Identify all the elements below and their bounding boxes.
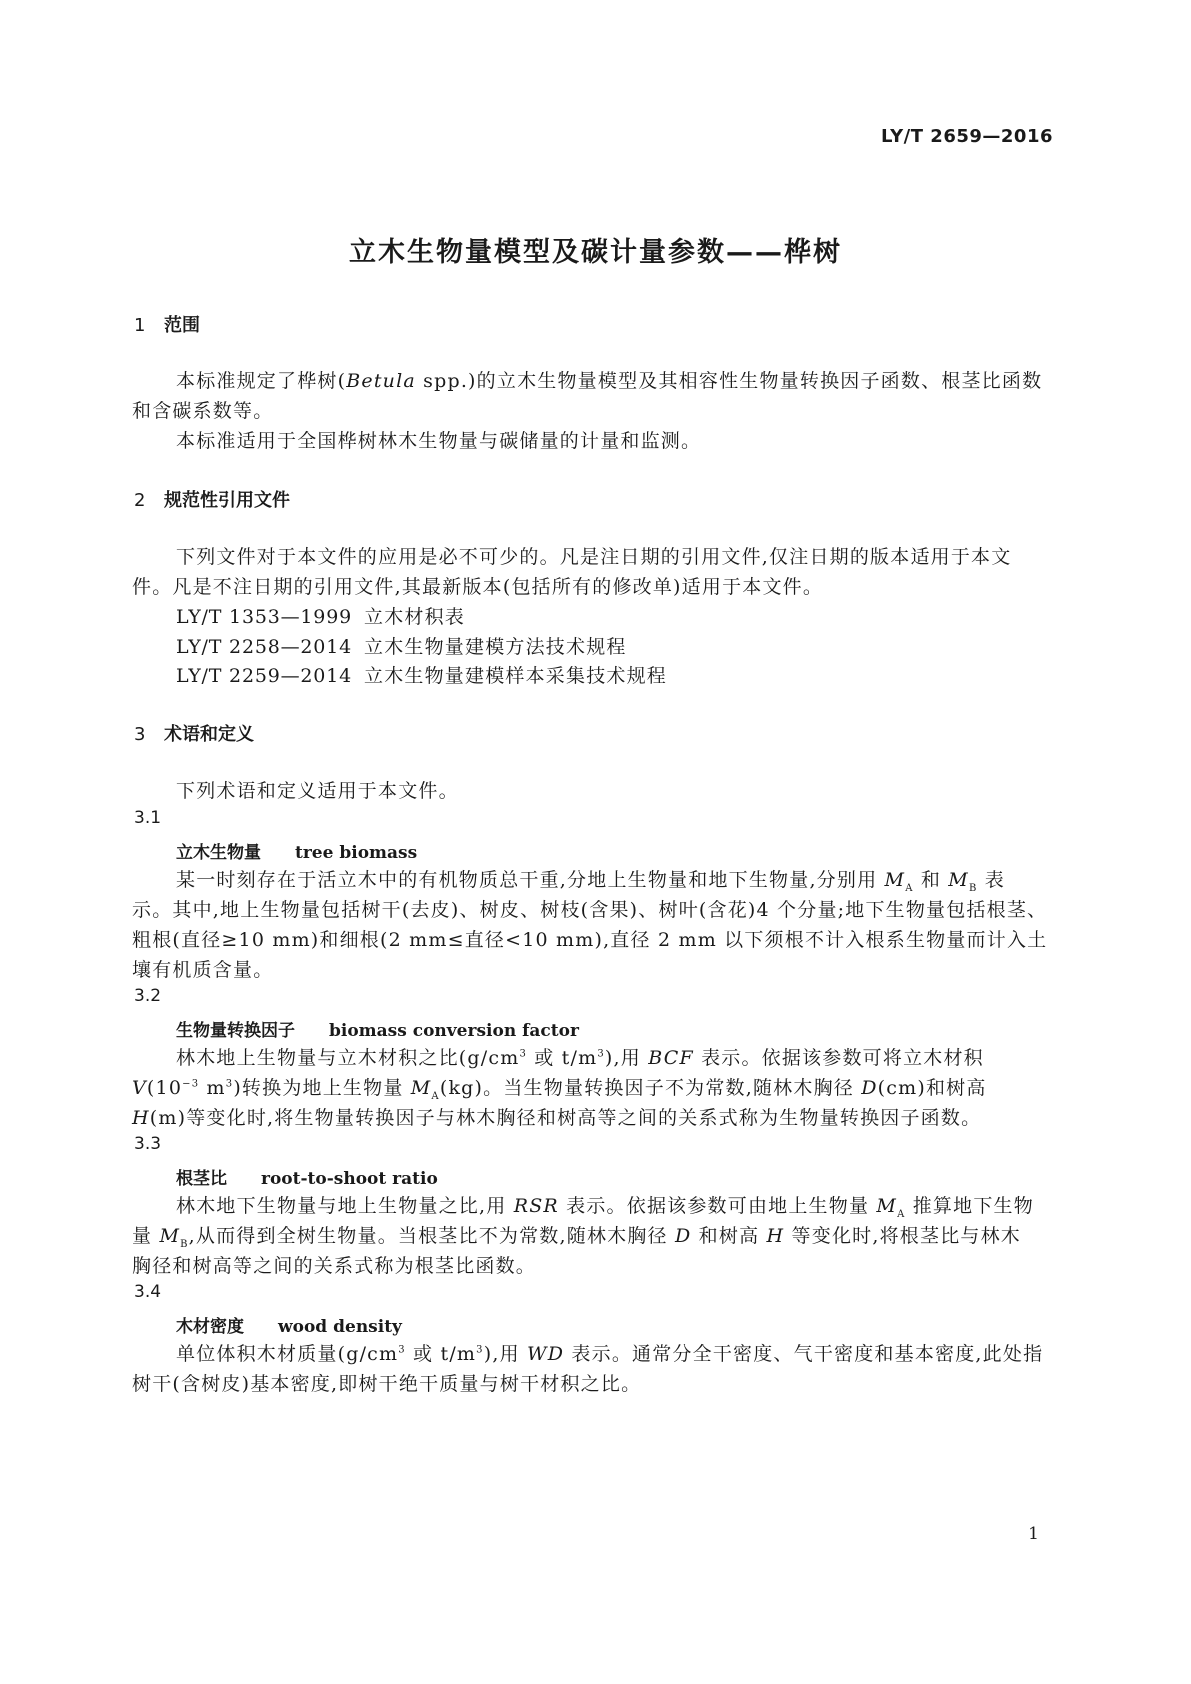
text-span: 林木地上生物量与立木材积之比(g/cm	[176, 1047, 520, 1069]
paragraph-line	[176, 366, 1042, 393]
subscript: B	[180, 1238, 189, 1250]
genus-name: Betula	[346, 370, 416, 392]
section-title: 术语和定义	[164, 724, 254, 745]
definition-line	[132, 1073, 987, 1100]
definition-line: 树干(含树皮)基本密度,即树干绝干质量与树干材积之比。	[132, 1373, 642, 1395]
definition-line: 粗根(直径≥10 mm)和细根(2 mm≤直径<10 mm),直径 2 mm 以下须根不计入根系生物量而计入土	[132, 929, 1048, 951]
symbol: M	[948, 869, 969, 891]
text-span: 推算地下生物	[905, 1195, 1034, 1217]
reference-code: LY/T 1353—1999	[176, 606, 352, 628]
term-number: 3.3	[134, 1134, 162, 1154]
text-span: (kg)。当生物量转换因子不为常数,随林木胸径	[439, 1077, 862, 1099]
paragraph-line: 下列术语和定义适用于本文件。	[176, 780, 459, 802]
symbol: V	[132, 1077, 147, 1099]
term-en: root-to-shoot ratio	[261, 1169, 438, 1189]
reference-code: LY/T 2258—2014	[176, 636, 352, 658]
text-span: 表示。依据该参数可由地上生物量	[558, 1195, 877, 1217]
text-span: 和树高	[691, 1225, 767, 1247]
text-span: (10	[146, 1077, 183, 1099]
subscript: B	[968, 882, 978, 894]
text-span: (m)等变化时,将生物量转换因子与林木胸径和树高等之间的关系式称为生物量转换因子函数。	[149, 1107, 982, 1129]
term-en: biomass conversion factor	[329, 1021, 579, 1041]
reference-item	[176, 661, 667, 688]
section-number: 2	[134, 490, 146, 511]
symbol: D	[861, 1077, 878, 1099]
definition-line	[132, 1103, 981, 1130]
superscript: 3	[519, 1048, 527, 1060]
section-number: 1	[134, 315, 146, 336]
term-zh: 生物量转换因子	[176, 1021, 295, 1041]
term-heading	[176, 1016, 579, 1041]
text-span: (cm)和树高	[877, 1077, 987, 1099]
definition-line	[176, 1191, 1034, 1218]
symbol: WD	[527, 1343, 565, 1365]
paragraph-line: 下列文件对于本文件的应用是必不可少的。凡是注日期的引用文件,仅注日期的版本适用于本文	[176, 546, 1012, 568]
term-en: tree biomass	[295, 843, 418, 863]
symbol: M	[410, 1077, 432, 1099]
term-heading	[176, 838, 417, 863]
symbol: M	[876, 1195, 898, 1217]
text-span: m	[199, 1077, 226, 1099]
text-span: 本标准规定了桦树(	[176, 370, 347, 392]
text-span: 或 t/m	[527, 1047, 598, 1069]
definition-line	[176, 1339, 1043, 1366]
text-span: 表	[977, 869, 1005, 891]
definition-line: 示。其中,地上生物量包括树干(去皮)、树皮、树枝(含果)、树叶(含花)4 个分量;地下生物量包括根茎、	[132, 899, 1048, 921]
page-number: 1	[1028, 1524, 1039, 1544]
subscript: A	[431, 1090, 440, 1102]
text-span: 单位体积木材质量(g/cm	[176, 1343, 399, 1365]
term-heading	[176, 1164, 438, 1189]
definition-line	[176, 865, 1005, 892]
text-span: )转换为地上生物量	[233, 1077, 411, 1099]
paragraph-line: 件。凡是不注日期的引用文件,其最新版本(包括所有的修改单)适用于本文件。	[132, 576, 824, 598]
superscript: −3	[182, 1078, 200, 1090]
text-span: 量	[132, 1225, 160, 1247]
text-span: 或 t/m	[405, 1343, 477, 1365]
text-span: 表示。依据该参数可将立木材积	[693, 1047, 984, 1069]
symbol: H	[132, 1107, 150, 1129]
text-span: ),用	[604, 1047, 649, 1069]
section-number: 3	[134, 724, 146, 745]
term-number: 3.1	[134, 808, 162, 828]
section-1-heading	[134, 311, 200, 337]
text-span: 和	[913, 869, 949, 891]
term-zh: 根茎比	[176, 1169, 227, 1189]
reference-title: 立木生物量建模样本采集技术规程	[364, 665, 668, 687]
text-span: 林木地下生物量与地上生物量之比,用	[176, 1195, 514, 1217]
term-zh: 木材密度	[176, 1317, 244, 1337]
symbol: M	[884, 869, 906, 891]
reference-title: 立木材积表	[364, 606, 466, 628]
reference-title: 立木生物量建模方法技术规程	[364, 636, 627, 658]
symbol: M	[159, 1225, 181, 1247]
standard-code: LY/T 2659—2016	[880, 126, 1053, 147]
symbol: H	[766, 1225, 785, 1247]
term-heading	[176, 1312, 402, 1337]
section-3-heading	[134, 720, 254, 746]
paragraph-line: 和含碳系数等。	[132, 400, 274, 422]
section-title: 范围	[164, 315, 200, 336]
paragraph-line: 本标准适用于全国桦树林木生物量与碳储量的计量和监测。	[176, 430, 702, 452]
text-span: ,从而得到全树生物量。当根茎比不为常数,随林木胸径	[188, 1225, 675, 1247]
section-2-heading	[134, 486, 290, 512]
document-title: 立木生物量模型及碳计量参数——桦树	[349, 237, 842, 268]
term-en: wood density	[278, 1317, 402, 1337]
text-span: 某一时刻存在于活立木中的有机物质总干重,分地上生物量和地下生物量,分别用	[176, 869, 885, 891]
definition-line	[132, 1221, 1021, 1248]
reference-item	[176, 632, 627, 659]
text-span: 等变化时,将根茎比与林木	[784, 1225, 1021, 1247]
definition-line: 胸径和树高等之间的关系式称为根茎比函数。	[132, 1255, 537, 1277]
term-number: 3.4	[134, 1282, 162, 1302]
symbol: RSR	[513, 1195, 559, 1217]
subscript: A	[897, 1208, 906, 1220]
superscript: 3	[225, 1078, 234, 1090]
reference-item	[176, 602, 465, 629]
subscript: A	[905, 882, 914, 894]
definition-line: 壤有机质含量。	[132, 959, 274, 981]
superscript: 3	[476, 1344, 484, 1356]
superscript: 3	[398, 1344, 406, 1356]
reference-code: LY/T 2259—2014	[176, 665, 352, 687]
symbol: D	[675, 1225, 692, 1247]
text-span: ),用	[483, 1343, 528, 1365]
definition-line	[176, 1043, 984, 1070]
text-span: spp.)的立木生物量模型及其相容性生物量转换因子函数、根茎比函数	[415, 370, 1043, 392]
term-zh: 立木生物量	[176, 843, 261, 863]
text-span: 表示。通常分全干密度、气干密度和基本密度,此处指	[564, 1343, 1044, 1365]
superscript: 3	[597, 1048, 605, 1060]
section-title: 规范性引用文件	[164, 490, 290, 511]
symbol: BCF	[648, 1047, 694, 1069]
term-number: 3.2	[134, 986, 162, 1006]
